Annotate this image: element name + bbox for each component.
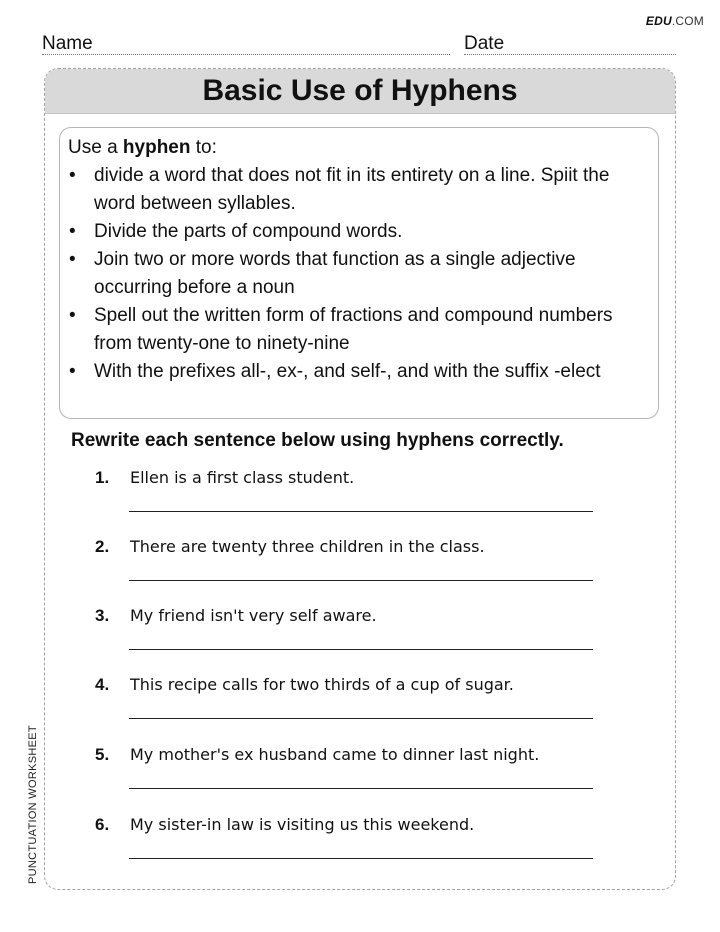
worksheet-title: Basic Use of Hyphens <box>45 69 675 114</box>
question-number: 5. <box>95 745 110 764</box>
date-label: Date <box>464 33 505 54</box>
rule-item <box>68 162 650 218</box>
rule-item <box>68 218 650 246</box>
logo-edu: EDU <box>645 14 672 28</box>
question-number: 1. <box>95 468 110 487</box>
bullet-icon: • <box>69 221 76 242</box>
question-number: 4. <box>95 675 110 694</box>
question-text: My sister-in law is visiting us this weekend. <box>130 815 475 834</box>
question-text: My friend isn't very self aware. <box>130 606 377 625</box>
question-item <box>95 536 595 594</box>
name-field[interactable] <box>42 34 450 55</box>
rules-intro <box>68 134 650 162</box>
question-number: 3. <box>95 606 110 625</box>
question-item <box>95 744 595 802</box>
rules-box <box>59 127 659 419</box>
answer-line[interactable] <box>129 580 593 581</box>
rule-text: Join two or more words that function as a single adjective occurring before a noun <box>94 249 576 298</box>
rules-list <box>68 162 650 386</box>
rules-intro-prefix: Use a <box>68 137 123 158</box>
rule-item <box>68 358 650 386</box>
question-text: My mother's ex husband came to dinner last night. <box>130 745 540 764</box>
bullet-icon: • <box>69 361 76 382</box>
question-text: Ellen is a first class student. <box>130 468 355 487</box>
question-item <box>95 674 595 732</box>
question-text: There are twenty three children in the class. <box>130 537 485 556</box>
question-number: 2. <box>95 537 110 556</box>
rules-intro-suffix: to: <box>190 137 217 158</box>
rule-text: divide a word that does not fit in its entirety on a line. Spiit the word between syllables. <box>94 165 610 214</box>
answer-line[interactable] <box>129 788 593 789</box>
question-item <box>95 605 595 663</box>
answer-line[interactable] <box>129 718 593 719</box>
rule-item <box>68 302 650 358</box>
rules-intro-keyword: hyphen <box>122 137 191 158</box>
question-number: 6. <box>95 815 110 834</box>
instruction-heading: Rewrite each sentence below using hyphens correctly. <box>71 430 564 451</box>
answer-line[interactable] <box>129 649 593 650</box>
question-text: This recipe calls for two thirds of a cup of sugar. <box>130 675 514 694</box>
site-logo <box>646 14 704 28</box>
worksheet-panel <box>44 68 676 890</box>
logo-com: .COM <box>671 14 704 28</box>
bullet-icon: • <box>69 305 76 326</box>
question-item <box>95 814 595 872</box>
bullet-icon: • <box>69 249 76 270</box>
name-date-row <box>42 34 676 56</box>
bullet-icon: • <box>69 165 76 186</box>
answer-line[interactable] <box>129 511 593 512</box>
question-item <box>95 467 595 525</box>
name-label: Name <box>42 33 93 54</box>
answer-line[interactable] <box>129 858 593 859</box>
rule-item <box>68 246 650 302</box>
rule-text: With the prefixes all-, ex-, and self-, and with the suffix -elect <box>94 361 601 382</box>
worksheet-category-label: PUNCTUATION WORKSHEET <box>27 725 39 884</box>
date-field[interactable] <box>464 34 676 55</box>
rule-text: Divide the parts of compound words. <box>94 221 403 242</box>
rule-text: Spell out the written form of fractions and compound numbers from twenty-one to ninety-nine <box>94 305 613 354</box>
